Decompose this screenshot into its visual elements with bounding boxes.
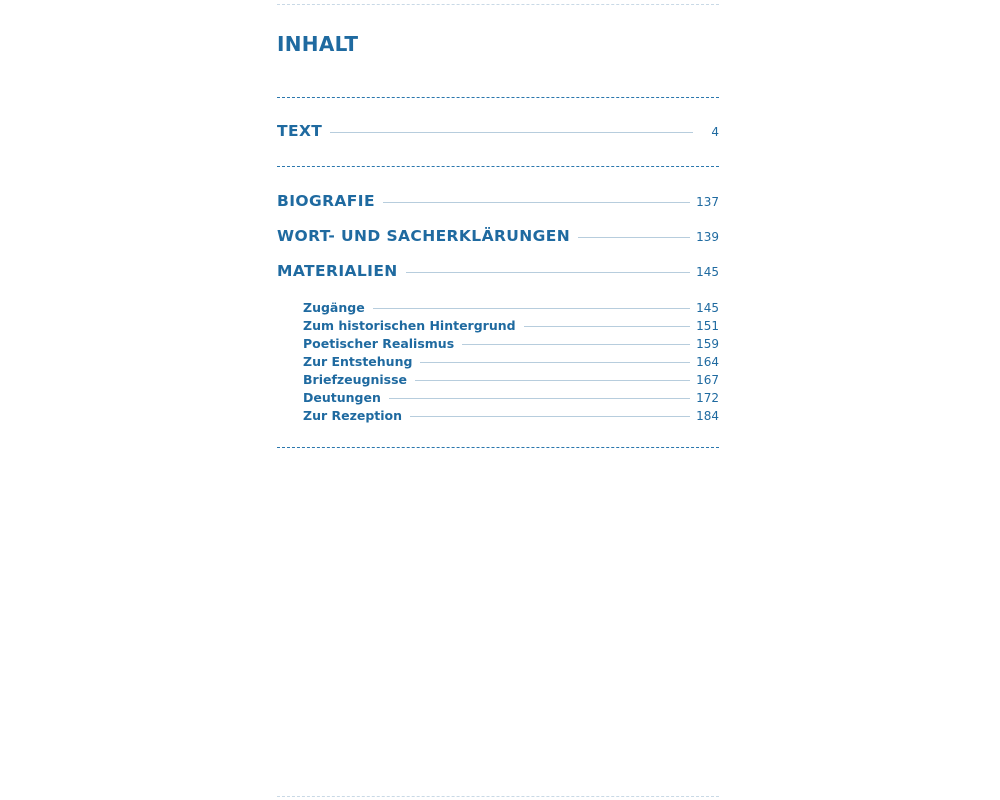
toc-subentry-zur-entstehung[interactable] (303, 354, 719, 369)
toc-subentry-briefzeugnisse[interactable] (303, 372, 719, 387)
top-divider (277, 4, 719, 5)
toc-subentry-label: Zum historischen Hintergrund (303, 318, 516, 333)
toc-page-number: 137 (696, 195, 719, 209)
toc-entry-label: WORT- UND SACHERKLÄRUNGEN (277, 227, 571, 245)
dot-leader (406, 272, 690, 273)
toc-entry-biografie[interactable] (277, 192, 719, 210)
section-divider (277, 447, 719, 448)
toc-page-number: 151 (696, 319, 719, 333)
toc-entry-label: TEXT (277, 122, 323, 140)
page-title: INHALT (277, 32, 359, 56)
toc-subentry-label: Zugänge (303, 300, 365, 315)
toc-page-number: 4 (711, 125, 719, 139)
dot-leader (578, 237, 690, 238)
toc-page-number: 145 (696, 301, 719, 315)
toc-subentry-historischer-hintergrund[interactable] (303, 318, 719, 333)
dot-leader (389, 398, 690, 399)
toc-subentry-label: Zur Entstehung (303, 354, 413, 369)
toc-entry-materialien[interactable] (277, 262, 719, 280)
dot-leader (383, 202, 690, 203)
toc-page-number: 145 (696, 265, 719, 279)
section-divider (277, 166, 719, 167)
toc-page-number: 159 (696, 337, 719, 351)
dot-leader (330, 132, 693, 133)
dot-leader (524, 326, 691, 327)
toc-subentry-deutungen[interactable] (303, 390, 719, 405)
toc-page-number: 164 (696, 355, 719, 369)
toc-entry-label: BIOGRAFIE (277, 192, 375, 210)
dot-leader (415, 380, 690, 381)
toc-entry-text[interactable] (277, 122, 719, 140)
toc-entry-wort-und-sacherklaerungen[interactable] (277, 227, 719, 245)
toc-page-number: 139 (696, 230, 719, 244)
dot-leader (373, 308, 690, 309)
dot-leader (420, 362, 690, 363)
section-divider (277, 97, 719, 98)
toc-page-number: 172 (696, 391, 719, 405)
dot-leader (462, 344, 690, 345)
toc-subentry-label: Briefzeugnisse (303, 372, 408, 387)
toc-subentry-zur-rezeption[interactable] (303, 408, 719, 423)
toc-subentry-label: Poetischer Realismus (303, 336, 455, 351)
toc-entry-label: MATERIALIEN (277, 262, 398, 280)
toc-page (277, 0, 719, 800)
bottom-divider (277, 796, 719, 797)
toc-subentry-zugaenge[interactable] (303, 300, 719, 315)
toc-subentry-label: Zur Rezeption (303, 408, 403, 423)
toc-subentry-poetischer-realismus[interactable] (303, 336, 719, 351)
dot-leader (410, 416, 690, 417)
toc-page-number: 167 (696, 373, 719, 387)
toc-page-number: 184 (696, 409, 719, 423)
toc-subentry-label: Deutungen (303, 390, 381, 405)
